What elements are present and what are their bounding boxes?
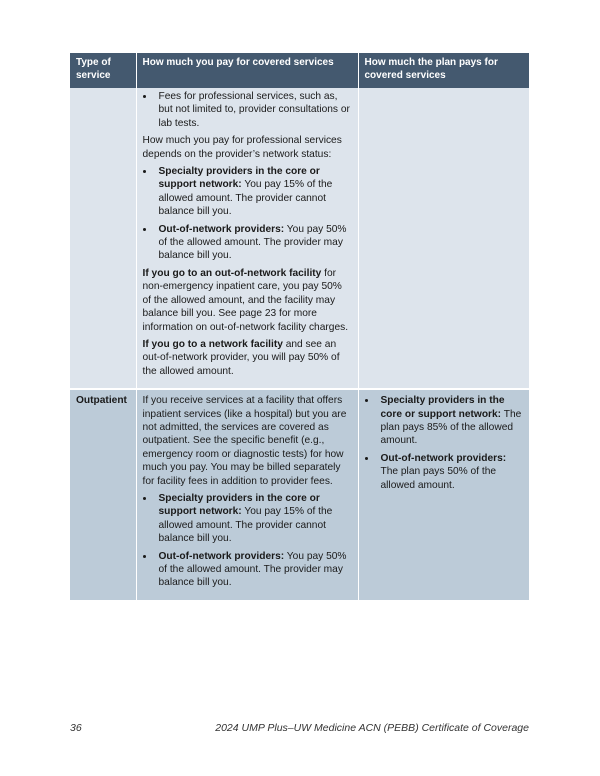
list-item: • Fees for professional services, such as, but not limited to, provider consultations or lab tests. xyxy=(155,90,352,130)
type-cell: Outpatient xyxy=(70,389,136,600)
plan-pays-cell xyxy=(358,88,529,389)
plan-pays-cell xyxy=(358,389,529,600)
table-row xyxy=(70,88,529,389)
type-cell xyxy=(70,88,136,389)
paragraph: If you receive services at a facility that offers inpatient services (like a hospital) but you are not admitted, the services are covered as outpatient. See the specific benefit (e.g., emergency room or diagnostic tests) for how much you pay. You may be billed separately for facility fees in addition to provider fees. xyxy=(142,395,347,487)
header-type-of-service: Type of service xyxy=(70,53,136,88)
table-row xyxy=(70,389,529,600)
list-item: • Specialty providers in the core or support network: The plan pays 85% of the allowed amount. xyxy=(377,394,524,448)
header-you-pay: How much you pay for covered services xyxy=(136,53,358,88)
page-number: 36 xyxy=(70,722,82,734)
paragraph: If you go to an out-of-network facility for non-emergency inpatient care, you pay 50% of the allowed amount, and the facility may balance bill you. See page 23 for more information on out-of-network facility charges. xyxy=(142,267,349,333)
you-pay-cell xyxy=(136,389,358,600)
paragraph: If you go to a network facility and see an out-of-network provider, you will pay 50% of the allowed amount. xyxy=(142,338,340,377)
list-item: • Out-of-network providers: You pay 50% of the allowed amount. The provider may balance bill you. xyxy=(155,550,352,590)
paragraph: How much you pay for professional services depends on the provider’s network status: xyxy=(142,135,342,160)
header-plan-pays: How much the plan pays for covered services xyxy=(358,53,529,88)
you-pay-cell xyxy=(136,88,358,389)
list-item: • Specialty providers in the core or support network: You pay 15% of the allowed amount. The provider cannot balance bill you. xyxy=(155,492,352,546)
list-item: • Out-of-network providers: You pay 50% of the allowed amount. The provider may balance bill you. xyxy=(155,223,352,263)
table-header-row xyxy=(70,53,529,88)
list-item: • Out-of-network providers: The plan pays 50% of the allowed amount. xyxy=(377,452,524,492)
footer-title: 2024 UMP Plus–UW Medicine ACN (PEBB) Certificate of Coverage xyxy=(215,722,529,734)
coverage-table xyxy=(70,53,529,600)
list-item: • Specialty providers in the core or support network: You pay 15% of the allowed amount. The provider cannot balance bill you. xyxy=(155,165,352,219)
